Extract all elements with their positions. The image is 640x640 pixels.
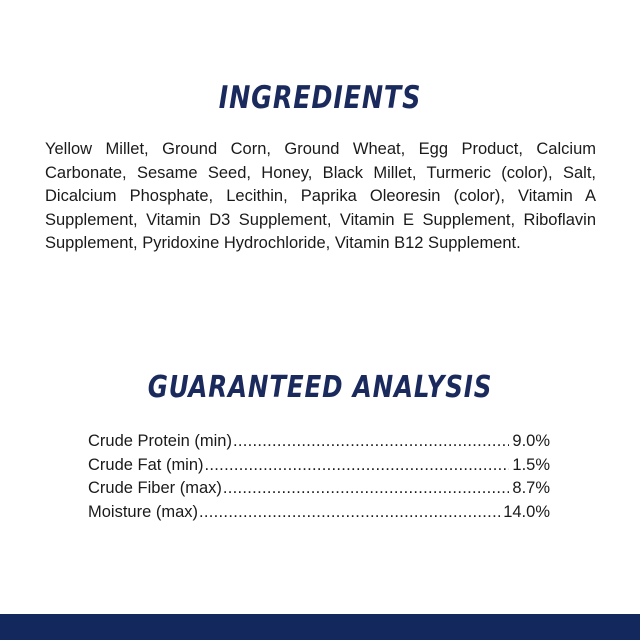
ingredients-heading: INGREDIENTS: [218, 80, 422, 116]
ingredients-list: Yellow Millet, Ground Corn, Ground Wheat, Egg Product, Calcium Carbonate, Sesame Seed, Honey, Black Millet, Turmeric (color), Salt, Dicalcium Phosphate, Lecithin, Paprika Oleoresin (color), Vitamin A Supplement, Vitamin D3 Supplement, Vitamin E Supplement, Riboflavin Supplement, Pyridoxine Hydrochloride, Vitamin B12 Supplement.: [45, 140, 596, 253]
analysis-row-crude-fiber: [88, 477, 550, 501]
dot-leader: [205, 454, 510, 478]
analysis-value: 1.5%: [512, 455, 550, 474]
analysis-value: 14.0%: [503, 502, 550, 521]
analysis-row-moisture: [88, 501, 550, 525]
analysis-label: Moisture (max): [88, 502, 199, 521]
analysis-label: Crude Protein (min): [88, 432, 232, 450]
analysis-label: Crude Fiber (max): [88, 479, 222, 498]
dot-leader: [223, 477, 510, 501]
footer-bar: [0, 614, 640, 640]
analysis-value: 9.0%: [512, 432, 550, 450]
guaranteed-analysis-heading: GUARANTEED ANALYSIS: [147, 370, 493, 405]
analysis-value: 8.7%: [512, 479, 550, 498]
dot-leader: [199, 501, 500, 525]
guaranteed-analysis-table: [88, 430, 550, 524]
dot-leader: [233, 430, 509, 454]
analysis-label: Crude Fat (min): [88, 455, 204, 474]
analysis-row-crude-protein: [88, 430, 550, 454]
analysis-row-crude-fat: [88, 454, 550, 478]
